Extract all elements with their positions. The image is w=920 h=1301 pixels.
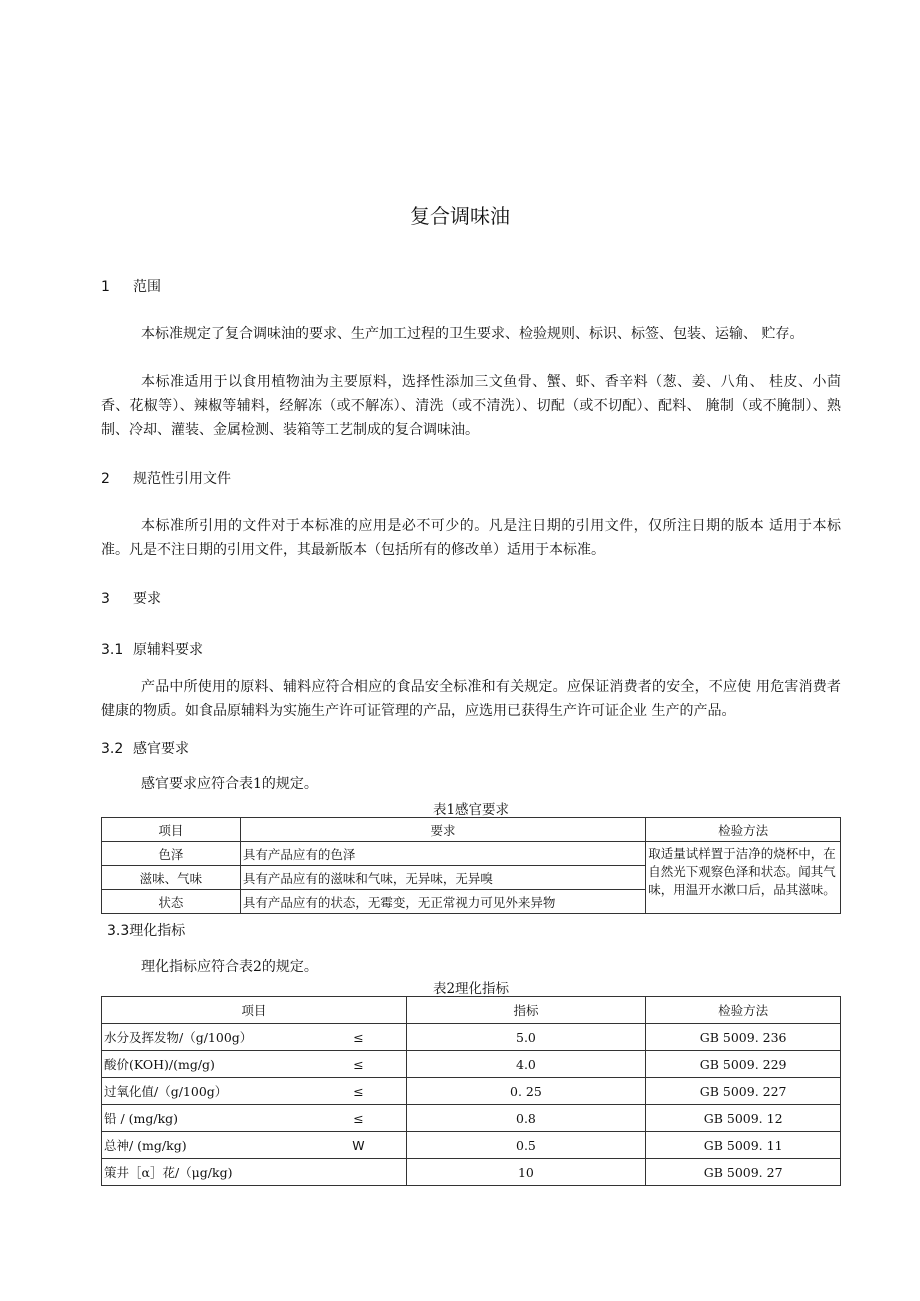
header-cell: 项目	[102, 818, 241, 842]
table-header-row	[102, 818, 841, 842]
method-cell: GB 5009. 229	[646, 1051, 841, 1078]
comparison-symbol: ≤	[311, 1105, 406, 1132]
value-cell: 10	[406, 1159, 646, 1186]
section-title: 要求	[133, 591, 161, 607]
scope-paragraph-1: 本标准规定了复合调味油的要求、生产加工过程的卫生要求、检验规则、标识、标签、包装、运输、 贮存。	[141, 326, 804, 342]
section-title: 范围	[133, 279, 161, 295]
sensory-table	[101, 817, 841, 914]
item-cell: 水分及挥发物/（g/100g）	[102, 1024, 312, 1051]
comparison-symbol: ≤	[311, 1051, 406, 1078]
section-number: 2	[101, 471, 110, 487]
header-cell: 项目	[102, 997, 407, 1024]
section-number: 3.2	[101, 741, 124, 757]
section-3-1-heading	[101, 639, 203, 659]
value-cell: 5.0	[406, 1024, 646, 1051]
section-2-heading	[101, 468, 231, 488]
method-cell: GB 5009. 227	[646, 1078, 841, 1105]
table-1-caption: 表1感官要求	[432, 802, 510, 818]
requirement-cell: 具有产品应有的色泽	[240, 842, 645, 866]
value-cell: 0.5	[406, 1132, 646, 1159]
item-cell: 策井［α］花/（μg/kg)	[102, 1159, 312, 1186]
header-cell: 要求	[240, 818, 645, 842]
section-number: 1	[101, 279, 110, 295]
value-cell: 4.0	[406, 1051, 646, 1078]
requirement-cell: 具有产品应有的滋味和气味，无异味，无异嗅	[240, 866, 645, 890]
header-cell: 指标	[406, 997, 646, 1024]
item-cell: 总神/ (mg/kg)	[102, 1132, 312, 1159]
table-row	[102, 1024, 841, 1051]
scope-paragraph-2: 本标准适用于以食用植物油为主要原料，选择性添加三文鱼骨、蟹、虾、香辛料（葱、姜、八角、 桂皮、小茴香、花椒等）、辣椒等辅料，经解冻（或不解冻）、清洗（或不清洗）、切配（或不切配）、配料、 腌制（或不腌制）、熟制、冷却、灌装、金属检测、装箱等工艺制成的复合调味油。	[101, 374, 841, 438]
document-title: 复合调味油	[410, 204, 510, 228]
section-title: 规范性引用文件	[133, 471, 231, 487]
raw-materials-paragraph: 产品中所使用的原料、辅料应符合相应的食品安全标准和有关规定。应保证消费者的安全，不应使 用危害消费者健康的物质。如食品原辅料为实施生产许可证管理的产品，应选用已获得生产许可证企业 生产的产品。	[101, 679, 841, 719]
table-row	[102, 842, 841, 866]
section-3-2-heading	[101, 738, 189, 758]
value-cell: 0. 25	[406, 1078, 646, 1105]
value-cell: 0.8	[406, 1105, 646, 1132]
comparison-symbol: ≤	[311, 1078, 406, 1105]
physicochemical-intro: 理化指标应符合表2的规定。	[141, 959, 318, 975]
method-cell: 取适量试样置于洁净的烧杯中，在自然光下观察色泽和状态。闻其气味，用温开水漱口后，品其滋味。	[646, 842, 841, 914]
header-cell: 检验方法	[646, 997, 841, 1024]
section-1-heading	[101, 276, 161, 296]
item-cell: 铅 / (mg/kg)	[102, 1105, 312, 1132]
item-cell: 状态	[102, 890, 241, 914]
comparison-symbol: ≤	[311, 1024, 406, 1051]
table-row	[102, 1132, 841, 1159]
table-row	[102, 1078, 841, 1105]
section-title: 感官要求	[133, 741, 189, 757]
method-cell: GB 5009. 27	[646, 1159, 841, 1186]
requirement-cell: 具有产品应有的状态，无霉变，无正常视力可见外来异物	[240, 890, 645, 914]
section-3-3-heading: 3.3理化指标	[107, 923, 186, 939]
table-2-caption: 表2理化指标	[432, 981, 510, 997]
item-cell: 过氧化值/（g/100g）	[102, 1078, 312, 1105]
section-3-heading	[101, 588, 161, 608]
comparison-symbol: W	[311, 1132, 406, 1159]
item-cell: 酸价(KOH)/(mg/g)	[102, 1051, 312, 1078]
physicochemical-table	[101, 996, 841, 1186]
item-cell: 滋味、气味	[102, 866, 241, 890]
table-row	[102, 1051, 841, 1078]
method-cell: GB 5009. 12	[646, 1105, 841, 1132]
method-cell: GB 5009. 236	[646, 1024, 841, 1051]
comparison-symbol	[311, 1159, 406, 1186]
table-header-row	[102, 997, 841, 1024]
table-row	[102, 1159, 841, 1186]
sensory-intro: 感官要求应符合表1的规定。	[141, 776, 318, 792]
section-number: 3.1	[101, 642, 124, 658]
section-title: 原辅料要求	[133, 642, 203, 658]
table-row	[102, 1105, 841, 1132]
section-number: 3	[101, 591, 110, 607]
item-cell: 色泽	[102, 842, 241, 866]
method-cell: GB 5009. 11	[646, 1132, 841, 1159]
references-paragraph: 本标准所引用的文件对于本标准的应用是必不可少的。凡是注日期的引用文件，仅所注日期的版本 适用于本标准。凡是不注日期的引用文件，其最新版本（包括所有的修改单）适用于本标准。	[101, 518, 841, 558]
header-cell: 检验方法	[646, 818, 841, 842]
